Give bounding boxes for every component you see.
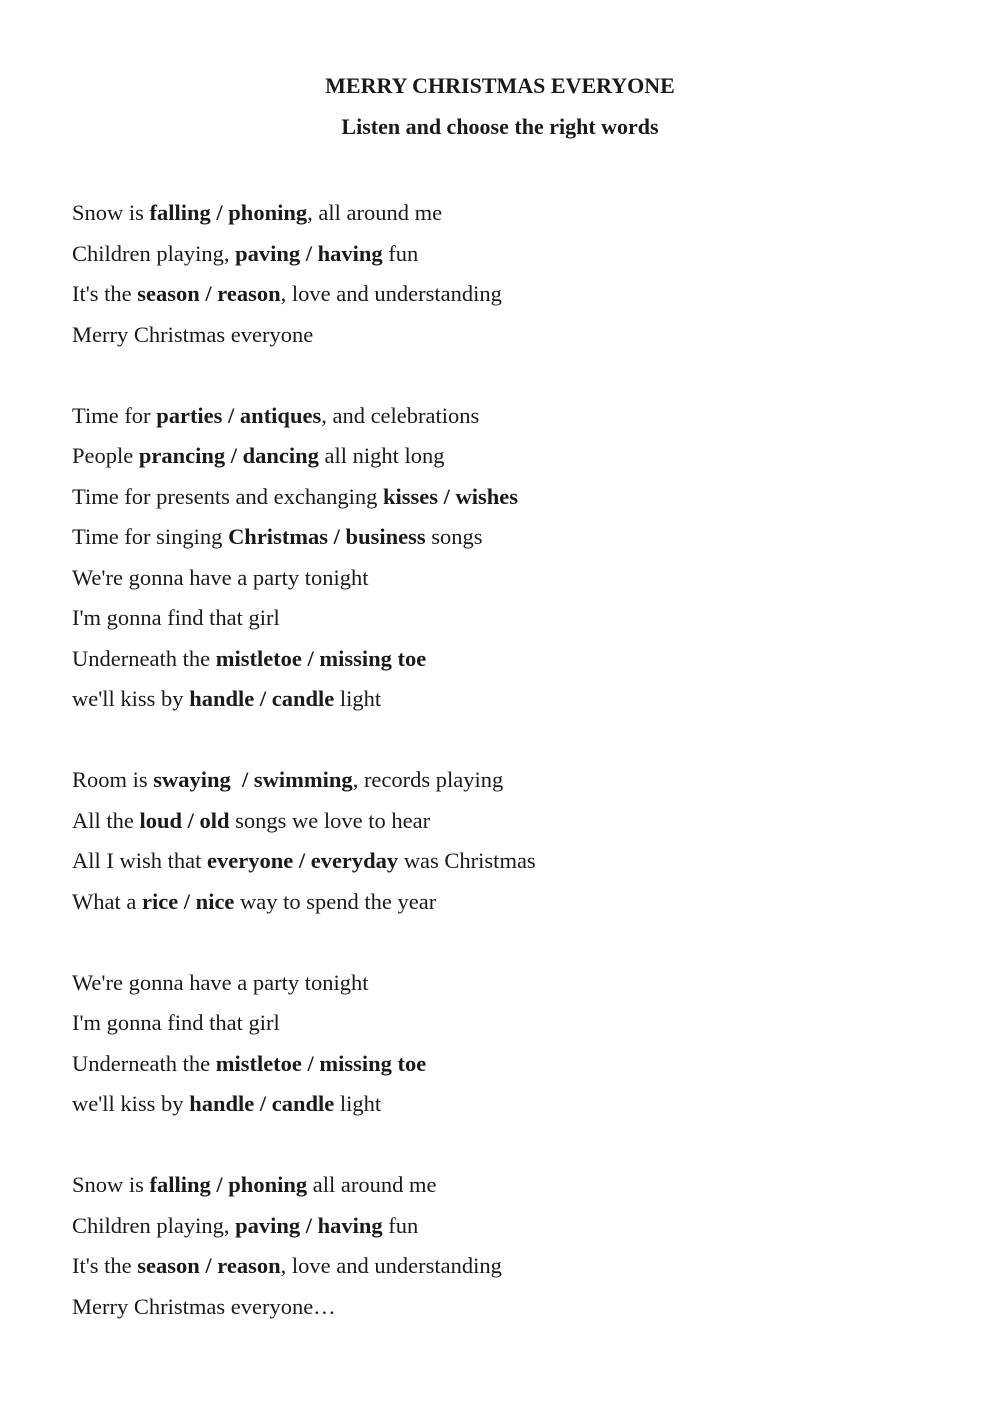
lyric-line: [72, 598, 952, 639]
lyric-line: [72, 639, 952, 680]
lyric-text: Merry Christmas everyone…: [72, 1293, 336, 1319]
lyric-line: [72, 517, 952, 558]
lyric-text: I'm gonna find that girl: [72, 605, 280, 630]
lyric-line: [72, 1165, 952, 1206]
lyric-line: [72, 760, 952, 801]
lyric-text: , love and understanding: [280, 281, 502, 306]
lyric-text: light: [334, 1091, 382, 1116]
word-choice[interactable]: season / reason: [137, 281, 281, 306]
lyrics-body: [72, 193, 952, 1327]
lyric-line: [72, 801, 952, 842]
lyric-line: [72, 396, 952, 437]
lyric-text: Children playing,: [72, 240, 236, 266]
word-choice[interactable]: prancing / dancing: [138, 443, 319, 468]
lyric-text: we'll kiss by: [72, 686, 190, 711]
word-choice[interactable]: season / reason: [137, 1253, 281, 1278]
word-choice[interactable]: falling / phoning: [149, 200, 308, 225]
lyric-line: [72, 1003, 952, 1044]
word-choice[interactable]: falling / phoning: [149, 1172, 308, 1197]
lyric-text: songs: [425, 524, 483, 549]
lyric-text: We're gonna have a party tonight: [72, 564, 369, 590]
worksheet-instructions: Listen and choose the right words: [341, 114, 659, 139]
lyric-text: Merry Christmas everyone: [72, 321, 314, 347]
lyric-text: What a: [72, 888, 142, 914]
lyric-line: [72, 234, 952, 275]
lyric-line: [72, 1044, 952, 1085]
lyric-text: , love and understanding: [280, 1253, 502, 1278]
lyric-text: Room is: [72, 767, 154, 792]
lyric-text: all night long: [318, 443, 445, 468]
lyric-text: All I wish that: [72, 848, 207, 873]
lyric-text: It's the: [72, 281, 138, 306]
lyric-text: , records playing: [352, 767, 504, 792]
lyric-line: [72, 477, 952, 518]
stanza-3: [72, 760, 952, 922]
lyric-line: [72, 841, 952, 882]
lyric-text: It's the: [72, 1253, 138, 1278]
lyric-line: [72, 558, 952, 599]
lyric-text: , and celebrations: [321, 402, 480, 428]
lyric-text: songs we love to hear: [229, 807, 431, 833]
lyric-text: was Christmas: [398, 848, 536, 873]
lyric-line: [72, 882, 952, 923]
word-choice[interactable]: handle / candle: [189, 686, 335, 711]
lyric-text: fun: [382, 240, 419, 266]
word-choice[interactable]: paving / having: [235, 1212, 383, 1238]
word-choice[interactable]: paving / having: [235, 240, 383, 266]
lyric-line: [72, 315, 952, 356]
stanza-2: [72, 396, 952, 720]
lyric-text: Underneath the: [72, 645, 216, 671]
word-choice[interactable]: kisses / wishes: [382, 483, 519, 509]
lyric-line: [72, 1206, 952, 1247]
lyric-text: fun: [382, 1212, 419, 1238]
word-choice[interactable]: swaying / swimming: [153, 767, 353, 792]
stanza-4: [72, 963, 952, 1125]
lyric-text: all around me: [307, 1172, 437, 1197]
word-choice[interactable]: everyone / everyday: [207, 848, 399, 873]
lyric-line: [72, 274, 952, 315]
lyric-text: All the: [72, 807, 140, 833]
word-choice[interactable]: Christmas / business: [228, 524, 426, 549]
lyric-text: Time for: [72, 402, 157, 428]
lyric-line: [72, 436, 952, 477]
lyric-line: [72, 679, 952, 720]
lyric-text: Snow is: [72, 200, 150, 225]
lyric-text: People: [72, 443, 139, 468]
lyric-text: light: [334, 686, 382, 711]
stanza-1: [72, 193, 952, 355]
lyric-text: Children playing,: [72, 1212, 236, 1238]
lyric-text: I'm gonna find that girl: [72, 1010, 280, 1035]
word-choice[interactable]: mistletoe / missing toe: [215, 1050, 427, 1076]
lyric-text: way to spend the year: [234, 888, 437, 914]
lyric-text: We're gonna have a party tonight: [72, 969, 369, 995]
lyric-text: we'll kiss by: [72, 1091, 190, 1116]
lyric-line: [72, 963, 952, 1004]
lyric-line: [72, 193, 952, 234]
worksheet-title: MERRY CHRISTMAS EVERYONE: [325, 73, 675, 98]
word-choice[interactable]: handle / candle: [189, 1091, 335, 1116]
lyric-text: Snow is: [72, 1172, 150, 1197]
lyric-line: [72, 1084, 952, 1125]
stanza-5: [72, 1165, 952, 1327]
lyric-line: [72, 1287, 952, 1328]
lyric-text: Time for presents and exchanging: [72, 483, 383, 509]
word-choice[interactable]: rice / nice: [141, 888, 235, 914]
lyric-text: Underneath the: [72, 1050, 216, 1076]
word-choice[interactable]: parties / antiques: [156, 402, 322, 428]
lyric-text: , all around me: [307, 200, 443, 225]
lyric-text: Time for singing: [72, 524, 229, 549]
lyric-line: [72, 1246, 952, 1287]
word-choice[interactable]: loud / old: [139, 807, 230, 833]
word-choice[interactable]: mistletoe / missing toe: [215, 645, 427, 671]
